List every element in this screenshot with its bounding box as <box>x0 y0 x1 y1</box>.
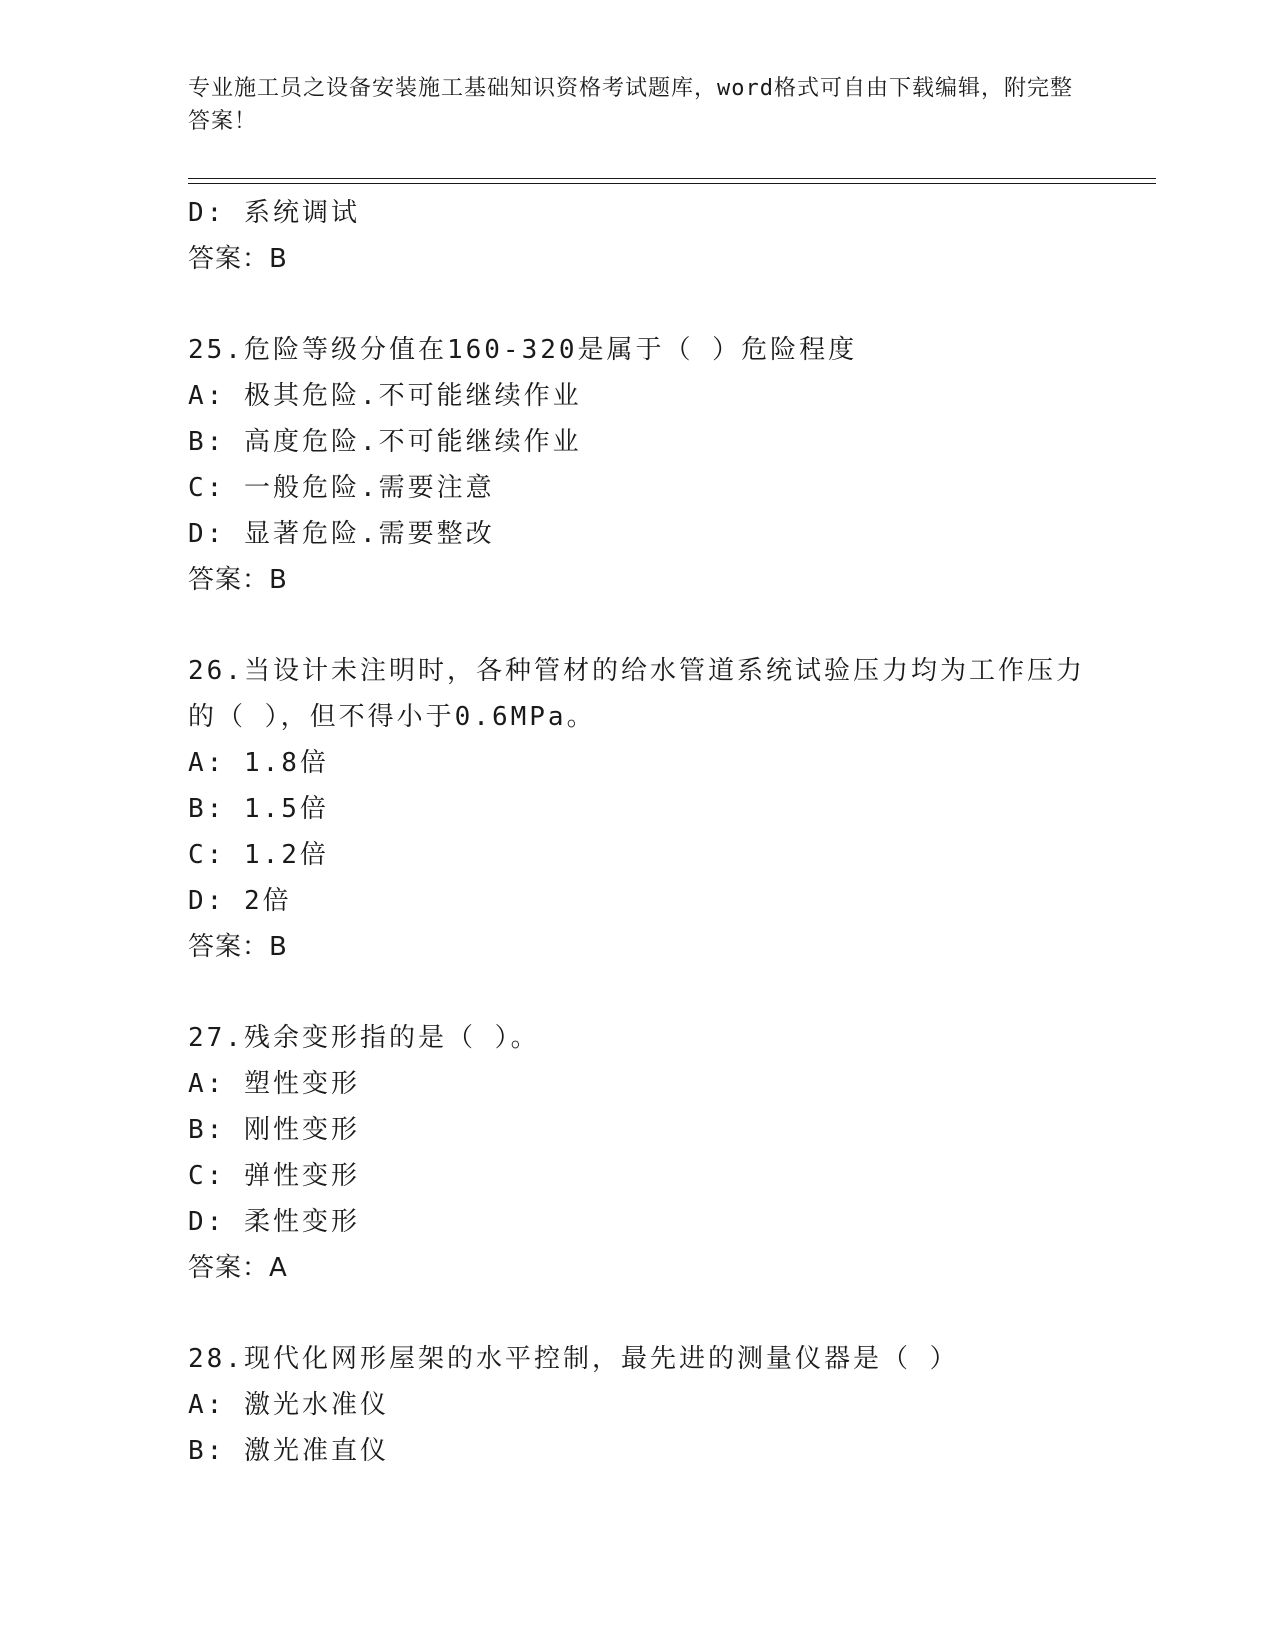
question-text: 25.危险等级分值在160-320是属于（ ）危险程度 <box>188 335 858 365</box>
spacer <box>188 1291 1138 1336</box>
question-25 <box>188 327 1138 603</box>
spacer <box>188 282 1138 327</box>
document-header: 专业施工员之设备安装施工基础知识资格考试题库，word格式可自由下载编辑，附完整答案！ <box>188 76 1073 134</box>
spacer <box>188 970 1138 1015</box>
option-b: B: 1.5倍 <box>188 794 329 824</box>
option-a: A: 1.8倍 <box>188 748 329 778</box>
spacer <box>188 603 1138 648</box>
question-text: 28.现代化网形屋架的水平控制，最先进的测量仪器是（ ） <box>188 1344 959 1374</box>
header-divider-bottom <box>188 183 1156 184</box>
option-d: D: 2倍 <box>188 886 292 916</box>
option-b: B: 刚性变形 <box>188 1115 360 1145</box>
question-text-line-1: 26.当设计未注明时，各种管材的给水管道系统试验压力均为工作压力 <box>188 656 1085 686</box>
option-a: A: 极其危险.不可能继续作业 <box>188 381 582 411</box>
header-divider-top <box>188 178 1156 179</box>
question-27 <box>188 1015 1138 1291</box>
option-c: C: 弹性变形 <box>188 1161 360 1191</box>
answer-label: 答案：B <box>188 565 288 595</box>
option-d: D: 系统调试 <box>188 198 360 228</box>
option-c: C: 1.2倍 <box>188 840 329 870</box>
option-a: A: 塑性变形 <box>188 1069 360 1099</box>
option-d: D: 显著危险.需要整改 <box>188 519 495 549</box>
question-28 <box>188 1336 1138 1474</box>
answer-label: 答案：B <box>188 244 288 274</box>
option-c: C: 一般危险.需要注意 <box>188 473 495 503</box>
answer-label: 答案：A <box>188 1253 288 1283</box>
question-list <box>188 190 1138 1474</box>
question-text-line-2: 的（ ），但不得小于0.6MPa。 <box>188 702 596 732</box>
question-26 <box>188 648 1138 970</box>
option-a: A: 激光水准仪 <box>188 1390 389 1420</box>
option-b: B: 高度危险.不可能继续作业 <box>188 427 582 457</box>
question-text: 27.残余变形指的是（ ）。 <box>188 1023 540 1053</box>
question-24-continuation <box>188 190 1138 282</box>
option-d: D: 柔性变形 <box>188 1207 360 1237</box>
answer-label: 答案：B <box>188 932 288 962</box>
option-b: B: 激光准直仪 <box>188 1436 389 1466</box>
